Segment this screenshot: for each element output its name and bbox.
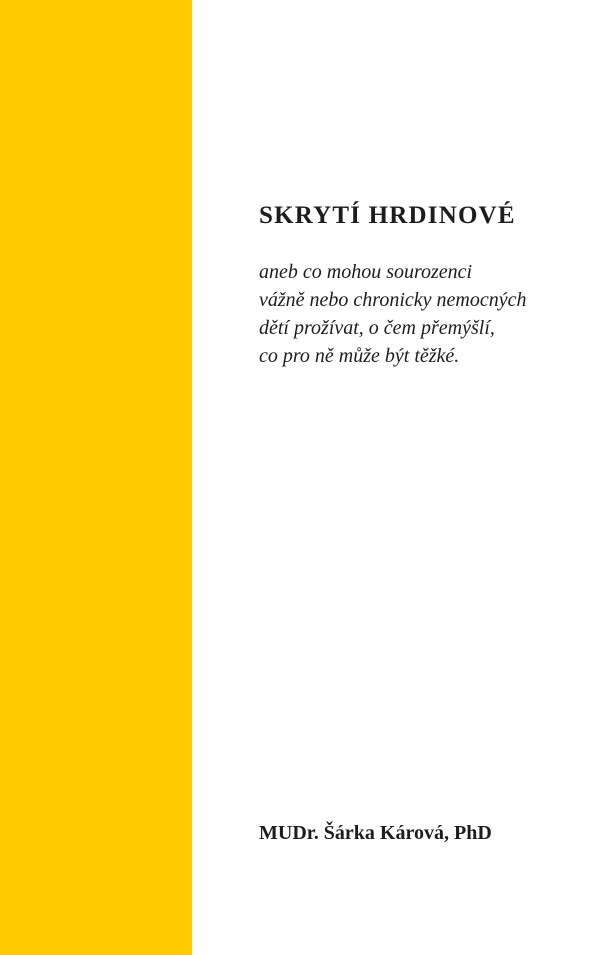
subtitle-line-2: vážně nebo chronicky nemocných — [259, 289, 527, 311]
author-name: MUDr. Šárka Kárová, PhD — [259, 822, 492, 844]
book-title: SKRYTÍ HRDINOVÉ — [259, 202, 516, 229]
book-subtitle — [259, 258, 589, 370]
subtitle-line-1: aneb co mohou sourozenci — [259, 261, 473, 283]
cover-text-block — [259, 0, 589, 955]
subtitle-line-3: dětí prožívat, o čem přemýšlí, — [259, 317, 495, 339]
cover-color-band — [0, 0, 192, 955]
subtitle-line-4: co pro ně může být těžké. — [259, 345, 460, 367]
